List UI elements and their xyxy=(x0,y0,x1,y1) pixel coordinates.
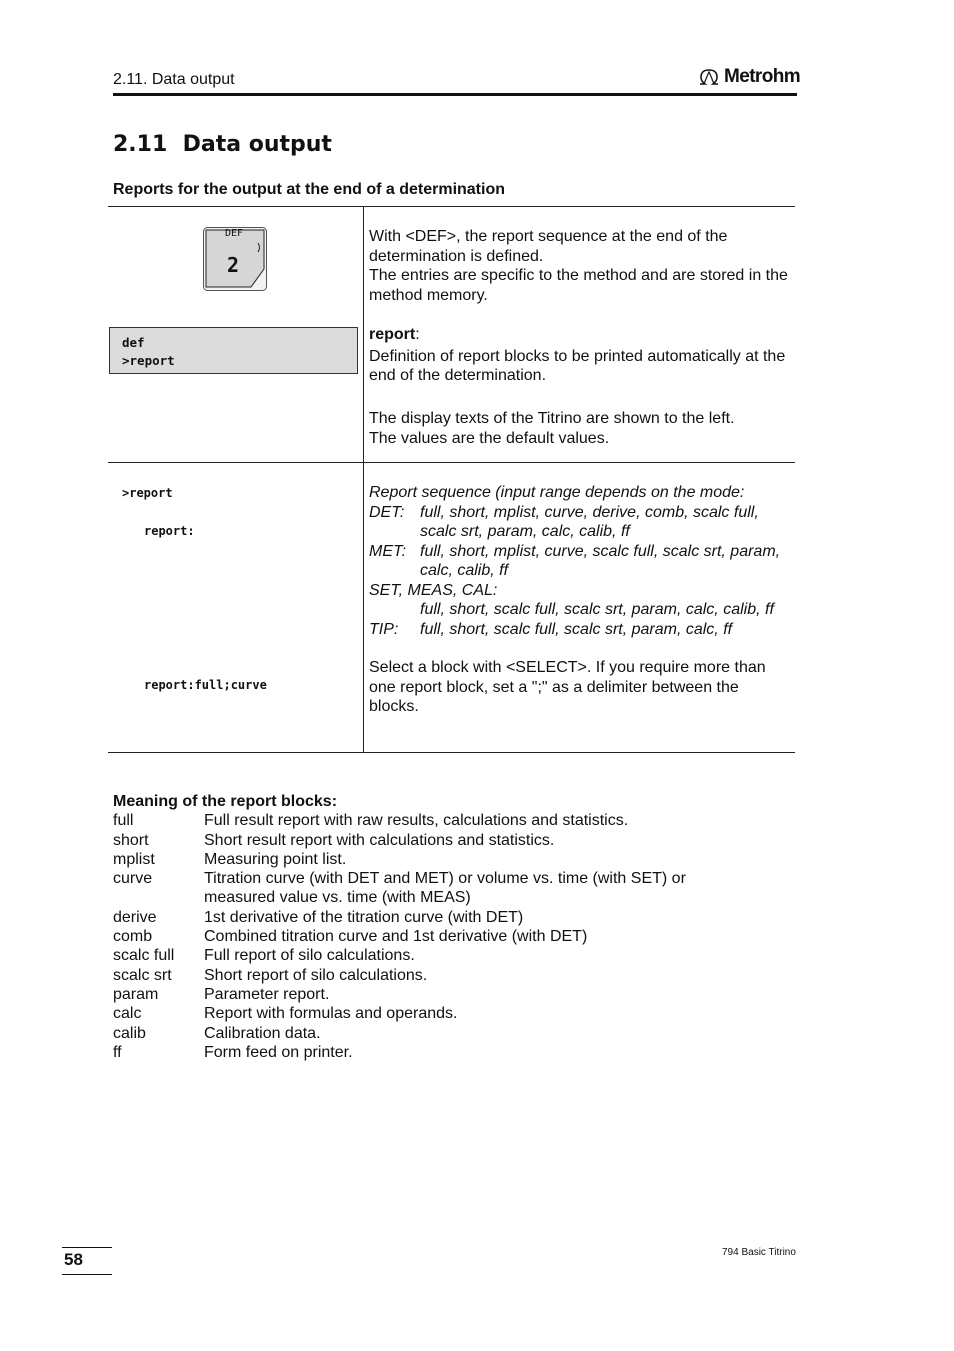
block-desc: Parameter report. xyxy=(204,985,330,1003)
subheading: Reports for the output at the end of a determination xyxy=(113,181,505,198)
display-text-report: >report xyxy=(122,486,173,500)
block-key: comb xyxy=(113,928,153,946)
panel1-para2: The entries are specific to the method and are stored in the method memory. xyxy=(369,267,788,304)
block-key: param xyxy=(113,985,159,1003)
running-header: 2.11. Data output xyxy=(113,71,235,88)
panel1-para4b: The values are the default values. xyxy=(369,430,610,447)
page-number-rule-bottom xyxy=(62,1274,112,1275)
report-sequence-intro: Report sequence (input range depends on the mode: xyxy=(369,484,745,501)
list-item xyxy=(113,831,734,850)
report-term: report xyxy=(369,326,416,343)
block-key: derive xyxy=(113,908,157,926)
mode-tip xyxy=(369,620,793,640)
report-blocks-legend xyxy=(113,792,734,1062)
block-key: calib xyxy=(113,1024,146,1042)
block-desc: Short report of silo calculations. xyxy=(204,966,428,984)
list-item xyxy=(113,811,734,830)
table-top-rule xyxy=(108,206,795,207)
report-desc: Definition of report blocks to be printed automatically at the end of the determination. xyxy=(369,347,786,384)
mode-set-values: full, short, scalc full, scalc srt, param, calc, calib, ff xyxy=(420,601,774,618)
mode-met xyxy=(369,542,793,581)
display-line-1: def xyxy=(122,335,145,350)
logo-wordmark: Metrohm xyxy=(724,66,801,87)
panel1-para1: With <DEF>, the report sequence at the end of the determination is defined. xyxy=(369,228,728,265)
select-instructions: Select a block with <SELECT>. If you require more than one report block, set a ";" as a delimiter between the blocks. xyxy=(369,659,766,715)
mode-det-key: DET: xyxy=(369,503,405,521)
display-text-report-prompt: report: xyxy=(144,524,195,538)
display-text-report-value: report:full;curve xyxy=(144,678,267,692)
block-desc: Titration curve (with DET and MET) or volume vs. time (with SET) or measured value vs. time (with MEAS) xyxy=(204,870,686,907)
block-desc: Full result report with raw results, calculations and statistics. xyxy=(204,812,629,830)
omega-logo-icon xyxy=(697,67,721,87)
mode-tip-values: full, short, scalc full, scalc srt, param, calc, ff xyxy=(420,620,733,638)
list-item xyxy=(113,1043,734,1062)
mode-det-values: full, short, mplist, curve, derive, comb, scalc full, scalc srt, param, calc, calib, ff xyxy=(420,503,759,540)
block-key: calc xyxy=(113,1005,142,1023)
list-item xyxy=(113,927,734,946)
block-desc: Calibration data. xyxy=(204,1024,321,1042)
mode-set-key: SET, MEAS, CAL: xyxy=(369,581,498,599)
block-desc: 1st derivative of the titration curve (with DET) xyxy=(204,908,524,926)
list-item xyxy=(113,985,734,1004)
table-column-divider xyxy=(363,206,364,752)
display-line-2: >report xyxy=(122,353,175,368)
block-desc: Report with formulas and operands. xyxy=(204,1005,458,1023)
key-main-label: 2 xyxy=(227,253,240,277)
mode-tip-key: TIP: xyxy=(369,620,399,638)
report-term-colon: : xyxy=(415,326,420,343)
block-desc: Full report of silo calculations. xyxy=(204,947,415,965)
panel1-para4a: The display texts of the Titrino are shown to the left. xyxy=(369,409,735,427)
block-key: scalc full xyxy=(113,947,175,965)
block-key: scalc srt xyxy=(113,966,172,984)
product-name: 794 Basic Titrino xyxy=(722,1247,796,1258)
def-key-2[interactable] xyxy=(203,227,267,291)
block-key: ff xyxy=(113,1043,122,1061)
mode-det xyxy=(369,503,793,542)
block-key: curve xyxy=(113,870,153,888)
block-desc: Short result report with calculations and statistics. xyxy=(204,831,555,849)
block-key: mplist xyxy=(113,850,155,868)
block-desc: Combined titration curve and 1st derivative (with DET) xyxy=(204,928,588,946)
block-key: short xyxy=(113,831,149,849)
legend-heading: Meaning of the report blocks: xyxy=(113,793,338,810)
panel2-text xyxy=(369,483,793,717)
key-top-label: DEF xyxy=(225,228,244,239)
table-bottom-rule xyxy=(108,752,795,753)
list-item xyxy=(113,850,734,869)
list-item xyxy=(113,946,734,965)
block-desc: Form feed on printer. xyxy=(204,1043,353,1061)
page-number: 58 xyxy=(64,1250,83,1269)
report-term-line xyxy=(369,325,793,345)
titrino-display xyxy=(109,327,358,374)
section-title: 2.11 Data output xyxy=(113,132,332,157)
list-item xyxy=(113,1024,734,1043)
header-rule xyxy=(113,93,797,96)
page-number-rule-top xyxy=(62,1247,112,1248)
panel1-text xyxy=(369,227,793,449)
mode-met-values: full, short, mplist, curve, scalc full, scalc srt, param, calc, calib, ff xyxy=(420,542,781,579)
metrohm-logo xyxy=(697,66,800,88)
mode-met-key: MET: xyxy=(369,542,407,560)
block-desc: Measuring point list. xyxy=(204,850,347,868)
list-item xyxy=(113,869,734,908)
list-item xyxy=(113,966,734,985)
list-item xyxy=(113,1004,734,1023)
table-middle-rule xyxy=(108,462,795,463)
list-item xyxy=(113,908,734,927)
block-key: full xyxy=(113,812,134,830)
